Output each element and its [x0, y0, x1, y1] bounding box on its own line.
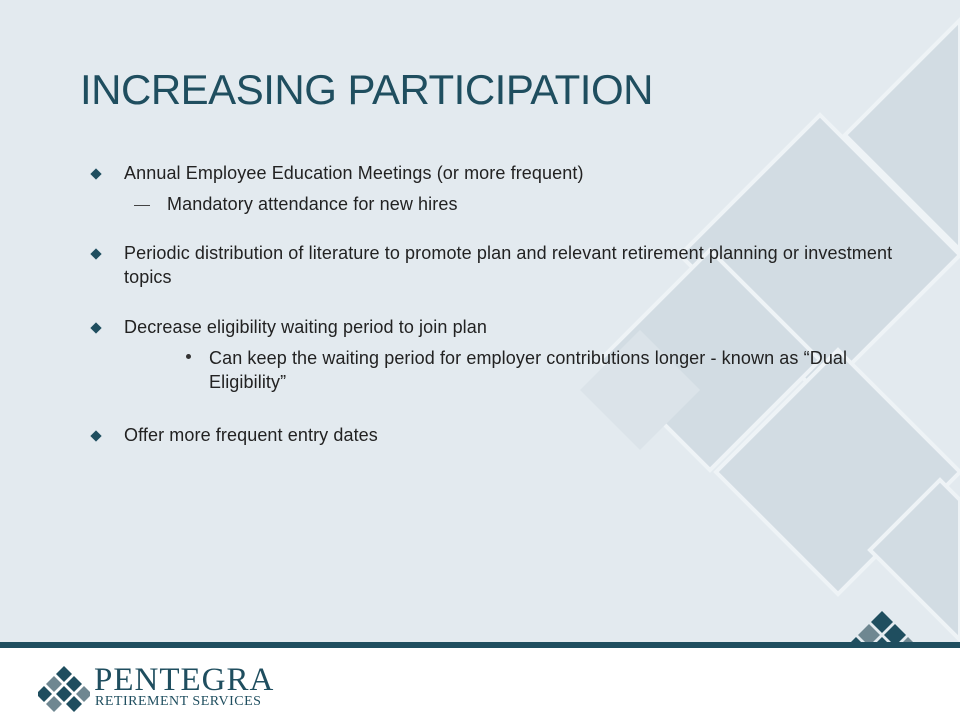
- bullet-text: Decrease eligibility waiting period to join plan: [124, 317, 487, 337]
- bullet-text: Annual Employee Education Meetings (or more frequent): [124, 163, 584, 183]
- sub-bullet-text: Can keep the waiting period for employer contributions longer - known as “Dual Eligibility”: [209, 348, 848, 392]
- bullet-text: Offer more frequent entry dates: [124, 425, 378, 445]
- company-logo-icon: [38, 664, 90, 716]
- slide-title: INCREASING PARTICIPATION: [80, 66, 653, 113]
- logo-wordmark: PENTEGRA: [94, 662, 275, 698]
- footer-rule: [0, 642, 960, 648]
- logo-tagline: RETIREMENT SERVICES: [95, 694, 262, 709]
- sub-bullet-text: Mandatory attendance for new hires: [167, 194, 458, 214]
- bullet-text: Periodic distribution of literature to promote plan and relevant retirement planning or investment topics: [124, 243, 893, 287]
- sub-bullet-dash-icon: [134, 205, 150, 206]
- sub-bullet-dot-icon: [186, 354, 191, 359]
